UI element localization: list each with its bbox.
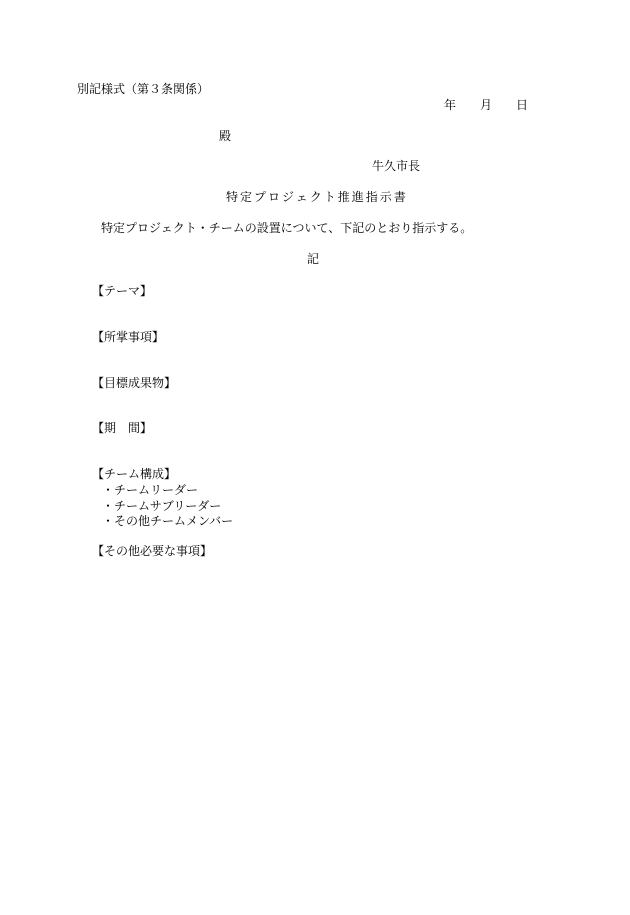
ki-label: 記 <box>307 252 320 266</box>
addressee-suffix: 殿 <box>219 129 232 143</box>
team-member-leader: ・チームリーダー <box>102 483 199 497</box>
date-day-label: 日 <box>516 98 529 112</box>
team-member-others: ・その他チームメンバー <box>102 514 234 528</box>
body-text: 特定プロジェクト・チームの設置について、下記のとおり指示する。 <box>101 221 473 235</box>
document-title: 特定プロジェクト推進指示書 <box>226 190 408 204</box>
item-team-heading: 【チーム構成】 <box>92 467 177 481</box>
item-results-heading: 【目標成果物】 <box>92 376 177 390</box>
item-period-heading: 【期 間】 <box>92 421 153 435</box>
form-reference: 別記様式（第３条関係） <box>77 82 210 96</box>
item-duties-heading: 【所掌事項】 <box>92 330 165 344</box>
date-line <box>444 99 528 111</box>
team-member-list <box>102 483 233 530</box>
date-year-label: 年 <box>444 98 457 112</box>
item-theme-heading: 【テーマ】 <box>92 284 153 298</box>
item-other-heading: 【その他必要な事項】 <box>92 544 213 558</box>
date-month-label: 月 <box>480 98 493 112</box>
issuer-name: 牛久市長 <box>372 159 421 173</box>
team-member-subleader: ・チームサブリーダー <box>102 498 222 513</box>
